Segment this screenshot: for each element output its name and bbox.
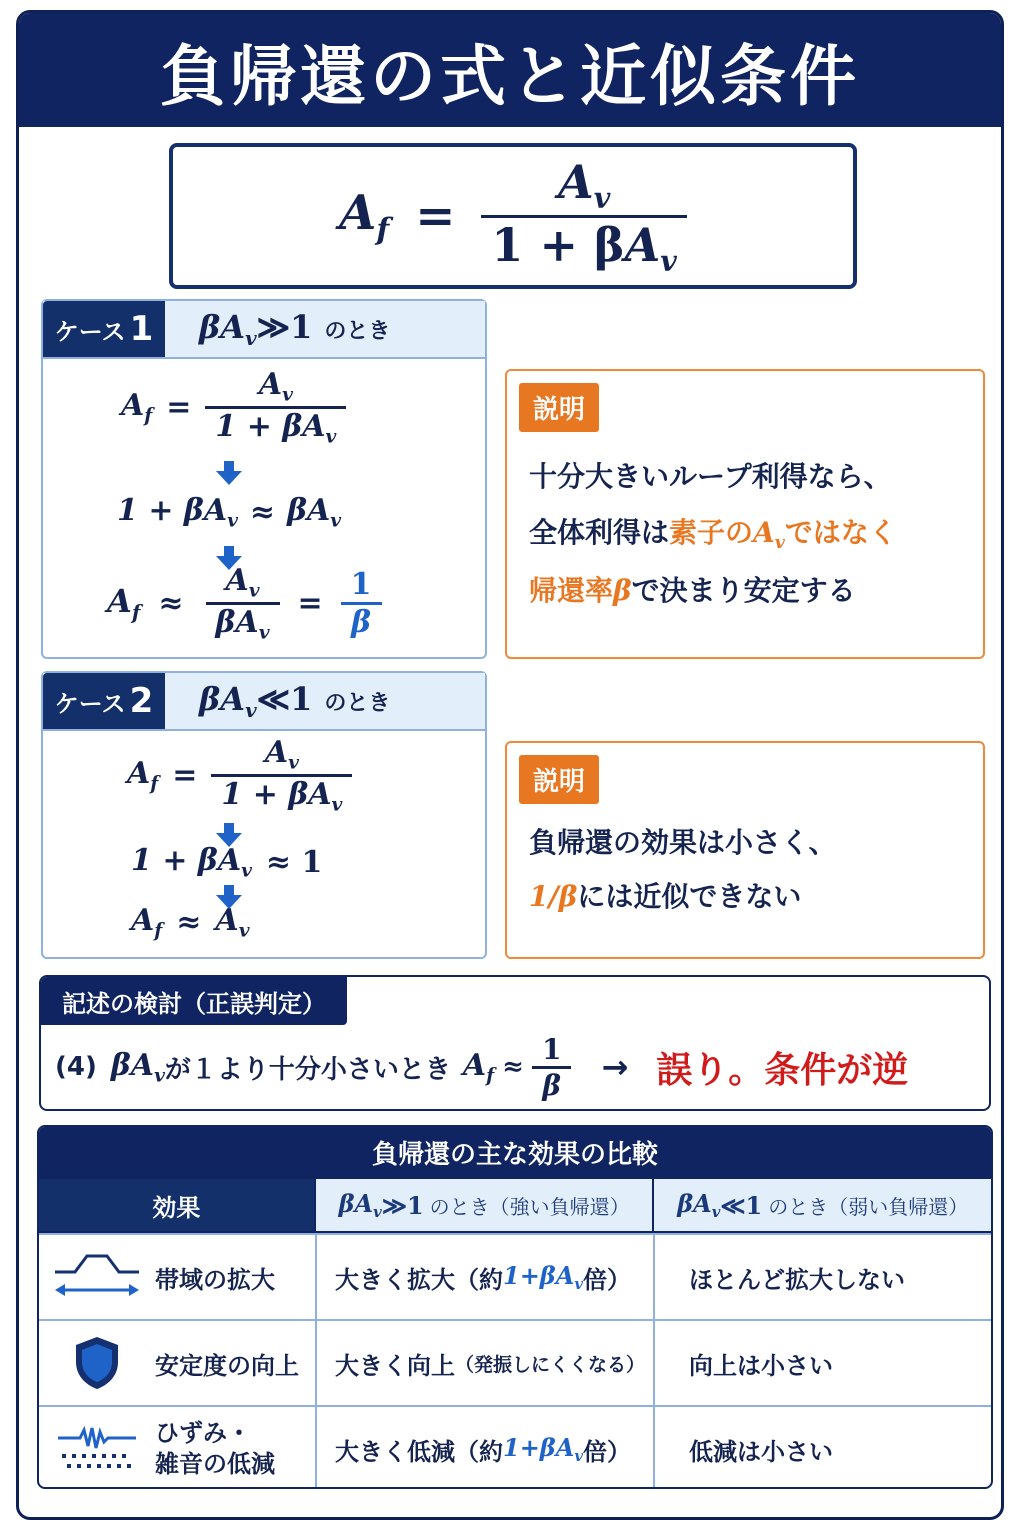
main-formula-box — [169, 143, 857, 289]
case2-tag: ケース 2 — [43, 673, 165, 729]
comparison-table — [37, 1125, 993, 1489]
table-row — [39, 1319, 991, 1405]
row-strong-cell: 大きく低減（約 $1+\beta A_v$ 倍） — [315, 1407, 653, 1489]
page-title: 負帰還の式と近似条件 — [160, 37, 860, 115]
header-strong: $\beta A_v$ ≫1 のとき（強い負帰還） — [314, 1179, 653, 1231]
explain2-badge: 説明 — [519, 755, 599, 804]
row-strong-cell: 大きく拡大（約 $1+\beta A_v$ 倍） — [315, 1235, 653, 1319]
explain1-badge: 説明 — [519, 383, 599, 432]
table-row — [39, 1233, 991, 1319]
review-tag: 記述の検討（正誤判定） — [41, 977, 347, 1025]
title-bar — [19, 13, 1001, 127]
case2-condition: $\beta A_v$ ≪1 のとき — [199, 680, 391, 722]
case1-eq3: $A_f$ ≈ $\frac{A_v}{\beta A_v}$ = $\frac{1}{\beta}$ — [107, 563, 382, 643]
formula-equals: = — [415, 188, 456, 244]
case1-eq2: $1 + \beta A_v$ ≈ $\beta A_v$ — [117, 493, 342, 532]
explain1-line3: 帰還率βで決まり安定する — [529, 574, 856, 607]
case1-panel — [41, 299, 487, 659]
row-strong-cell: 大きく向上 （発振しにくくなる） — [315, 1321, 653, 1405]
table-header — [39, 1177, 991, 1233]
case2-panel — [41, 671, 487, 959]
explain1-panel — [505, 369, 985, 659]
explain2-line2: 1/βには近似できない — [529, 880, 802, 913]
noise-wave-icon — [51, 1424, 143, 1474]
row-weak-cell: 向上は小さい — [653, 1321, 991, 1405]
explain1-line1: 十分大きいループ利得なら、 — [529, 460, 892, 493]
case1-tag: ケース 1 — [43, 301, 165, 357]
row-weak-cell: 低減は小さい — [653, 1407, 991, 1489]
explain2-panel — [505, 741, 985, 959]
bandwidth-icon — [51, 1250, 143, 1304]
row-label: ひずみ・ 雑音の低減 — [155, 1418, 275, 1478]
review-arrow: → — [601, 1048, 629, 1086]
table-title: 負帰還の主な効果の比較 — [39, 1127, 991, 1177]
formula-fraction: $\frac{A_v}{1 + \beta A_v}$ — [481, 155, 686, 278]
row-label: 安定度の向上 — [155, 1351, 299, 1380]
review-statement: (4) $\beta A_v$ が１より十分小さいとき $A_f$ ≈ $\frac{1}{\beta}$ → 誤り。条件が逆 — [55, 1032, 909, 1102]
case1-eq1: $A_f$ = $\frac{A_v}{1 + \beta A_v}$ — [121, 367, 346, 447]
header-effect: 効果 — [39, 1179, 314, 1231]
case2-eq2: $1 + \beta A_v$ ≈ 1 — [131, 843, 323, 882]
row-weak-cell: ほとんど拡大しない — [653, 1235, 991, 1319]
case1-header — [43, 301, 485, 359]
formula-lhs: $A_f$ — [339, 184, 390, 248]
shield-icon — [51, 1334, 143, 1392]
case2-header — [43, 673, 485, 731]
infographic-frame — [16, 10, 1004, 1520]
review-verdict: 誤り。条件が逆 — [656, 1049, 909, 1091]
table-row — [39, 1405, 991, 1489]
review-panel — [39, 975, 991, 1111]
case2-eq3: $A_f$ ≈ $A_v$ — [131, 903, 250, 942]
case2-eq1: $A_f$ = $\frac{A_v}{1 + \beta A_v}$ — [127, 735, 352, 815]
row-label: 帯域の拡大 — [155, 1265, 275, 1294]
explain2-line1: 負帰還の効果は小さく、 — [529, 826, 837, 859]
header-weak: $\beta A_v$ ≪1 のとき（弱い負帰還） — [652, 1179, 991, 1231]
explain1-line2: 全体利得は素子の$A_v$ではなく — [529, 516, 897, 554]
case1-condition: $\beta A_v$ ≫1 のとき — [199, 308, 391, 350]
